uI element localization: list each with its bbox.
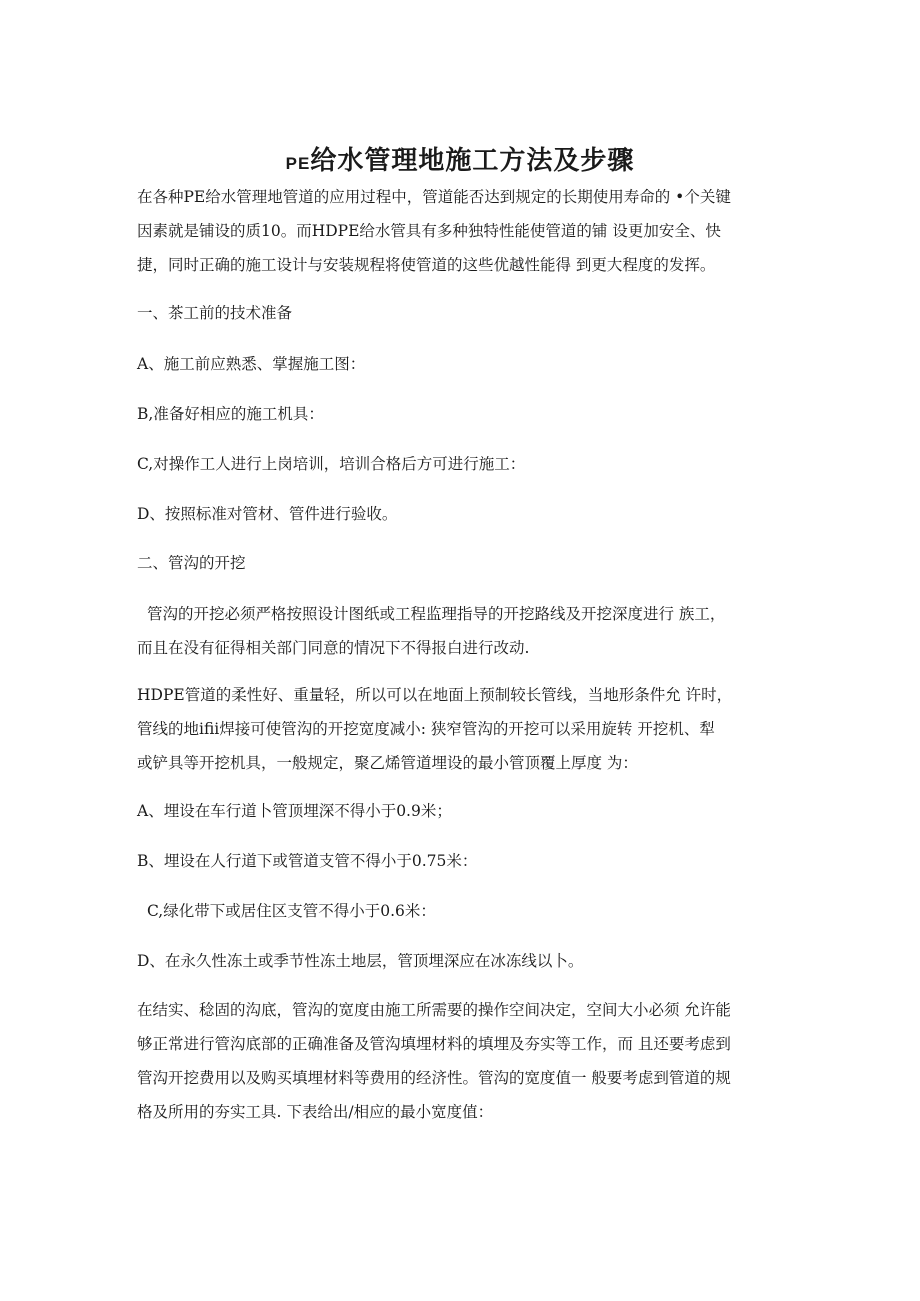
list-item-text: A、埋设在车行道卜管顶埋深不得小于0.9米； (137, 802, 452, 820)
paragraph-line: 够正常进行管沟底部的正确准备及管沟填埋材料的填埋及夯实等工作，而 且还要考虑到 (137, 1035, 731, 1053)
list-item-b (137, 397, 787, 431)
section-heading-1 (137, 296, 787, 330)
depth-item-d (137, 944, 787, 978)
page-title (0, 141, 920, 184)
hdpe-paragraph (137, 678, 787, 780)
list-item-c (137, 447, 787, 481)
width-paragraph (137, 993, 787, 1129)
list-item-text: C,对操作工人进行上岗培训，培训合格后方可进行施工： (137, 455, 526, 473)
paragraph-line: 捷，同时正确的施工设计与安装规程将使管道的这些优越性能得 到更大程度的发挥。 (137, 256, 716, 274)
title-text: 给水管理地施工方法及步骤 (310, 146, 635, 177)
paragraph-line: 在结实、稔固的沟底，管沟的宽度由施工所需要的操作空间决定，空间大小必须 允许能 (137, 1001, 731, 1019)
list-item-d (137, 497, 787, 531)
title-latin: PE (285, 154, 311, 174)
depth-item-b (137, 844, 787, 878)
section-heading-text: 一、茶工前的技术准备 (137, 304, 293, 322)
list-item-text: B,准备好相应的施工机具： (137, 405, 324, 423)
paragraph-line: 或铲具等开挖机具，一般规定，聚乙烯管道埋设的最小管顶覆上厚度 为： (137, 754, 638, 772)
paragraph-line: 而且在没有征得相关部门同意的情况下不得报白进行改动. (137, 639, 530, 657)
paragraph-line: 管沟的开挖必须严格按照设计图纸或工程监理指导的开挖路线及开挖深度进行 族工， (147, 605, 726, 623)
paragraph-line: HDPE管道的柔性好、重量轻，所以可以在地面上预制较长管线，当地形条件允 许时， (137, 686, 733, 704)
depth-item-a (137, 794, 787, 828)
paragraph-line: 管线的地ifii焊接可使管沟的开挖宽度减小: 狭窄管沟的开挖可以采用旋转 开挖机、犁 (137, 720, 715, 738)
list-item-text: A、施工前应熟悉、掌握施工图： (137, 355, 366, 373)
section-heading-text: 二、管沟的开挖 (137, 554, 246, 572)
list-item-a (137, 347, 787, 381)
paragraph-line: 在各种PE给水管理地管道的应用过程中，管道能否达到规定的长期使用寿命的 •个关键 (137, 188, 731, 206)
list-item-text: D、按照标准对管材、管件进行验收。 (137, 505, 398, 523)
paragraph-line: 格及所用的夯实工具. 下表给出/相应的最小宽度值： (137, 1103, 494, 1121)
paragraph-line: 因素就是铺设的质10。而HDPE给水管具有多种独特性能使管道的铺 设更加安全、快 (137, 222, 721, 240)
list-item-text: C,绿化带下或居住区支管不得小于0.6米： (147, 902, 436, 920)
trench-paragraph (137, 597, 797, 665)
section-heading-2 (137, 546, 787, 580)
intro-paragraph (137, 180, 787, 282)
depth-item-c (147, 894, 797, 928)
list-item-text: D、在永久性冻土或季节性冻土地层，管顶埋深应在冰冻线以卜。 (137, 952, 584, 970)
list-item-text: B、埋设在人行道下或管道支管不得小于0.75米： (137, 852, 478, 870)
paragraph-line: 管沟开挖费用以及购买填埋材料等费用的经济性。管沟的宽度值一 般要考虑到管道的规 (137, 1069, 731, 1087)
